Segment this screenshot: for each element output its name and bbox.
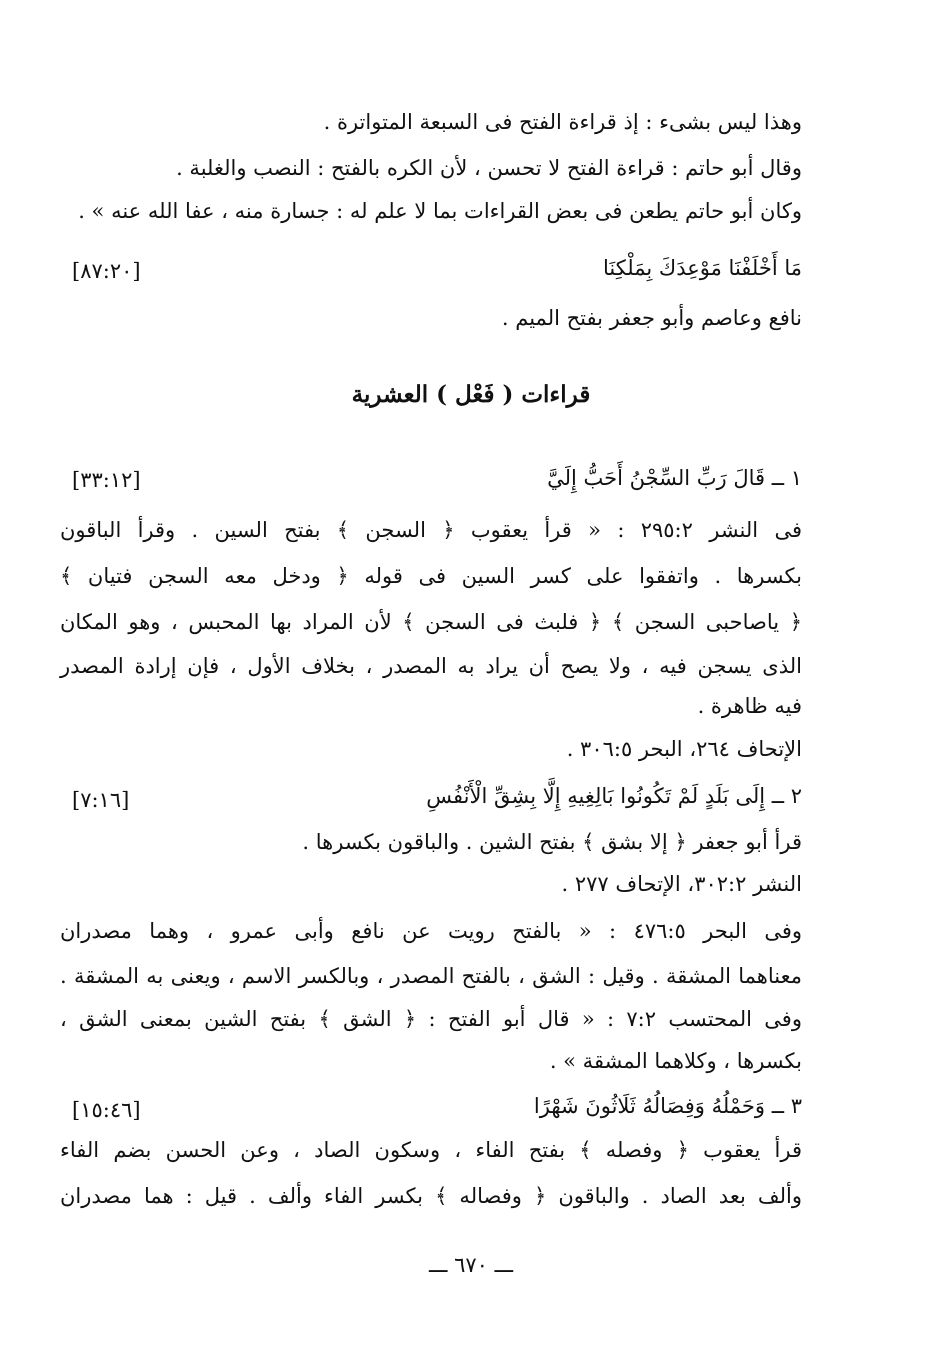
text-line: بكسرها . واتفقوا على كسر السين فى قوله ﴿ ودخل معه السجن فتيان ﴾ [60,564,802,588]
text-line: وكان أبو حاتم يطعن فى بعض القراءات بما لا علم له : جسارة منه ، عفا الله عنه » . [78,199,802,223]
text-line: وفى البحر ٤٧٦:٥ : « بالفتح رويت عن نافع وأبى عمرو ، وهما مصدران [60,919,802,943]
text-line: بكسرها ، وكلاهما المشقة » . [549,1049,802,1073]
text-line: الإتحاف ٢٦٤، البحر ٣٠٦:٥ . [566,737,802,761]
section-heading: قراءات ( فَعْل ) العشرية [351,381,591,408]
page-number: ـــ ٦٧٠ ـــ [428,1253,514,1277]
text-line: النشر ٣٠٢:٢، الإتحاف ٢٧٧ . [561,872,802,896]
quran-verse: مَا أَخْلَفْنَا مَوْعِدَكَ بِمَلْكِنَا [602,256,802,280]
text-line: وفى المحتسب ٧:٢ : « قال أبو الفتح : ﴿ الشق ﴾ بفتح الشين بمعنى الشق ، [60,1007,802,1031]
text-line: الذى يسجن فيه ، ولا يصح أن يراد به المصدر ، بخلاف الأول ، فإن إرادة المصدر [60,654,802,678]
verse-reference: [١٥:٤٦] [72,1098,141,1122]
quran-verse: ٢ ــ إِلَى بَلَدٍ لَمْ تَكُونُوا بَالِغِيهِ إِلَّا بِشِقِّ الْأَنْفُسِ [426,784,802,808]
verse-reference: [٣٣:١٢] [72,468,141,492]
text-line: فيه ظاهرة . [697,694,802,718]
text-line: معناهما المشقة . وقيل : الشق ، بالفتح المصدر ، وبالكسر الاسم ، ويعنى به المشقة . [60,964,802,988]
text-line: قرأ يعقوب ﴿ وفصله ﴾ بفتح الفاء ، وسكون الصاد ، وعن الحسن بضم الفاء [60,1138,802,1162]
text-line: ﴿ ياصاحبى السجن ﴾ ﴿ فلبث فى السجن ﴾ لأن المراد بها المحبس ، وهو المكان [60,610,802,634]
text-line: وقال أبو حاتم : قراءة الفتح لا تحسن ، لأن الكره بالفتح : النصب والغلبة . [176,156,802,180]
quran-verse: ٣ ــ وَحَمْلُهُ وَفِصَالُهُ ثَلَاثُونَ شَهْرًا [533,1094,802,1118]
text-line: قرأ أبو جعفر ﴿ إلا بشق ﴾ بفتح الشين . والباقون بكسرها . [302,830,802,854]
text-line: وهذا ليس بشىء : إذ قراءة الفتح فى السبعة المتواترة . [323,110,802,134]
verse-reference: [٨٧:٢٠] [72,259,141,283]
text-line: وألف بعد الصاد . والباقون ﴿ وفصاله ﴾ بكسر الفاء وألف . قيل : هما مصدران [60,1184,802,1208]
verse-reference: [٧:١٦] [72,788,130,812]
text-line: نافع وعاصم وأبو جعفر بفتح الميم . [501,306,802,330]
quran-verse: ١ ــ قَالَ رَبِّ السِّجْنُ أَحَبُّ إِلَيَّ [547,466,802,490]
text-line: فى النشر ٢٩٥:٢ : « قرأ يعقوب ﴿ السجن ﴾ بفتح السين . وقرأ الباقون [60,518,802,542]
